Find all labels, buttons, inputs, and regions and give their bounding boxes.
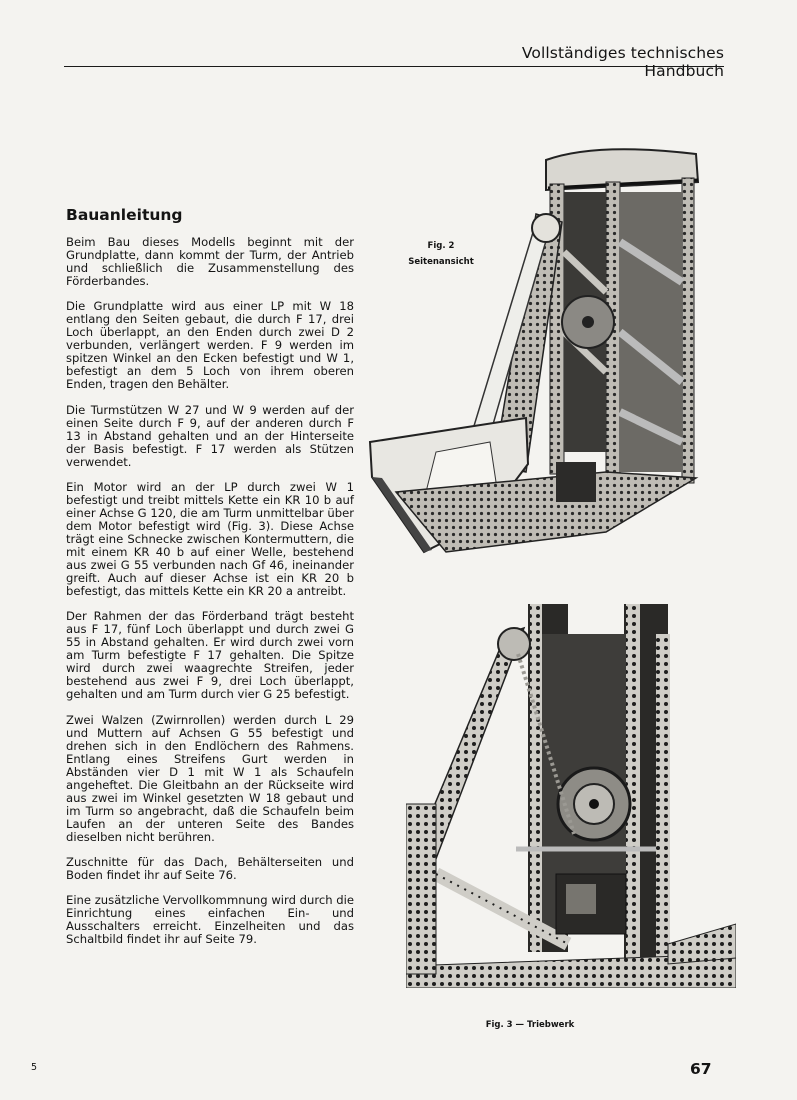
paragraph-walzen: Zwei Walzen (Zwirnrollen) werden durch L 29 und Muttern auf Achsen G 55 befestigt und drehen sich in den Endlöchern des Rahmens. Entlang eines Streifens Gurt werden in Abständen vier D 1 mit W 1 als Schaufeln angeheftet. Die Gleitbahn an der Rückseite wird aus zwei im Winkel gesetzten W 18 gebaut und im Turm so angebracht, daß die Schaufeln beim Laufen an der unteren Seite des Bandes dieselben nicht berühren. <box>66 712 354 844</box>
fig2-title: Seitenansicht <box>408 257 474 267</box>
header-rule <box>64 66 724 67</box>
paragraph-motor: Ein Motor wird an der LP durch zwei W 1 befestigt und treibt mittels Kette ein KR 10 b auf einer Achse G 120, die am Turm unmittelbar über dem Motor befestigt wird (Fig. 3). Diese Achse trägt eine Schnecke zwischen Kontermuttern, die mit einem KR 40 b auf einer Welle, bestehend aus zwei G 55 verbunden nach Gf 46, ineinander greift. Auch auf dieser Achse ist ein KR 20 b befestigt, das mittels Kette ein KR 20 a antreibt. <box>66 479 354 599</box>
paragraph-rahmen: Der Rahmen der das Förderband trägt besteht aus F 17, fünf Loch überlappt und durch zwei G 55 in Abstand gehalten. Er wird durch zwei vorn am Turm befestigte F 17 gehalten. Die Spitze wird durch zwei waagrechte Streifen, jeder bestehend aus zwei F 9, drei Loch überlappt, gehalten und am Turm durch vier G 25 befestigt. <box>66 609 354 702</box>
fig3-photo <box>406 604 736 988</box>
paragraph-zuschnitte: Zuschnitte für das Dach, Behälterseiten und Boden findet ihr auf Seite 76. <box>66 854 354 883</box>
fig2-photo <box>366 132 706 562</box>
paragraph-turmstuetzen: Die Turmstützen W 27 und W 9 werden auf der einen Seite durch F 9, auf der anderen durch F 13 in Abstand gehalten und an der Hinterseite der Basis befestigt. F 17 werden als Stützen verwendet. <box>66 402 354 469</box>
section-heading: Bauanleitung <box>66 206 183 224</box>
paragraph-schalter: Eine zusätzliche Vervollkommnung wird durch die Einrichtung eines einfachen Ein- und Ausschalters erreicht. Einzelheiten und das Schaltbild findet ihr auf Seite 79. <box>66 893 354 947</box>
fig2-label: Fig. 2 <box>427 241 455 251</box>
paragraph-intro: Beim Bau dieses Modells beginnt mit der Grundplatte, dann kommt der Turm, der Antrieb und schließlich die Zusammenstellung des Förderbandes. <box>66 235 354 289</box>
page-number: 67 <box>690 1060 712 1078</box>
fig3-caption: Fig. 3 — Triebwerk <box>485 1020 575 1030</box>
paragraph-grundplatte: Die Grundplatte wird aus einer LP mit W 18 entlang den Seiten gebaut, die durch F 17, drei Loch überlappt, an den Enden durch zwei D 2 verbunden, verlängert werden. F 9 werden im spitzen Winkel an den Ecken befestigt und W 1, befestigt an dem 5 Loch von ihrem oberen Enden, tragen den Behälter. <box>66 299 354 392</box>
footer-mark: 5 <box>31 1062 38 1073</box>
body-text <box>66 236 354 946</box>
running-header: Vollständiges technisches Handbuch <box>521 44 724 80</box>
